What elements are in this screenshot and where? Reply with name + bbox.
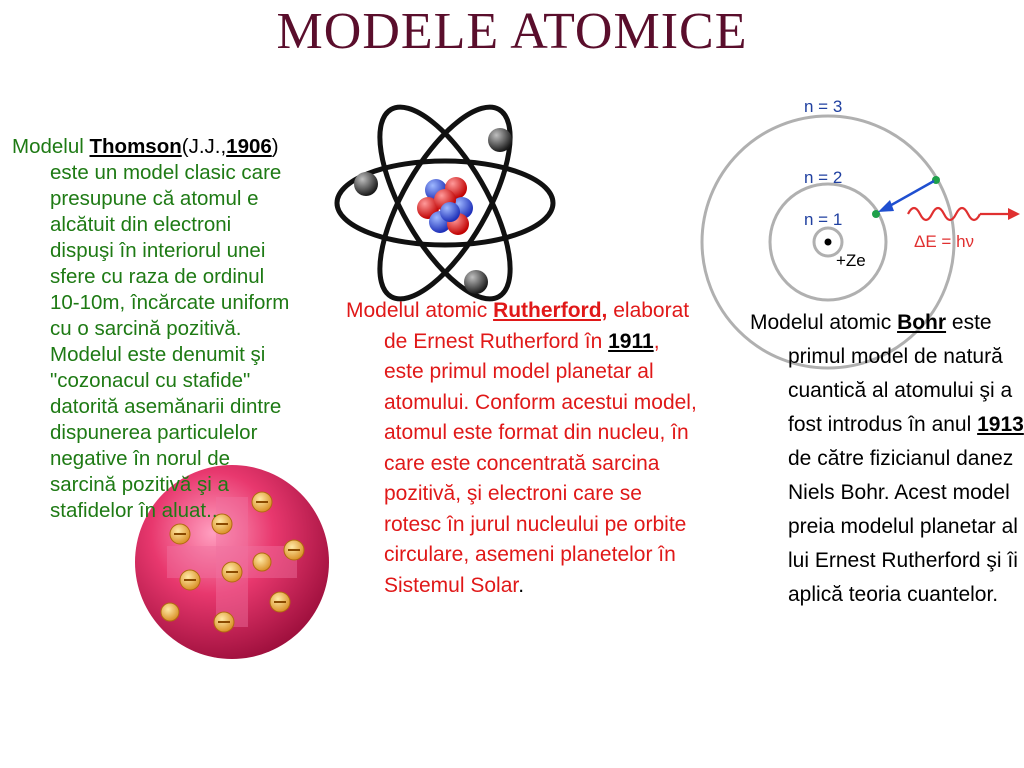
rutherford-end: . <box>518 573 525 597</box>
rutherford-year: 1911 <box>608 329 654 353</box>
rutherford-description <box>346 296 704 601</box>
rutherford-name: Rutherford, <box>493 299 608 322</box>
rutherford-atom-image <box>330 78 560 308</box>
n2-label: n = 2 <box>804 168 843 187</box>
thomson-prefix: Modelul <box>12 135 90 158</box>
n1-label: n = 1 <box>804 210 843 229</box>
bohr-prefix: Modelul atomic <box>750 311 898 334</box>
energy-label: ΔE = hν <box>914 232 975 251</box>
bohr-name: Bohr <box>897 311 947 334</box>
bohr-year: 1913 <box>977 413 1024 436</box>
thomson-body: este un model clasic care presupune că atomul e alcătuit din electroni dispuşi în interiorul unei sfere cu raza de ordinul 10-10m, încărcate uniform cu o sarcină pozitivă. Modelul este denumit şi "cozonacul cu stafide" datorită asemănarii dintre dispunerea particulelor negative în norul de sarcină pozitivă şi a stafidelor în aluat.. <box>50 161 290 522</box>
thomson-name: Thomson <box>89 135 182 158</box>
thomson-author: (J.J., <box>181 135 227 158</box>
bohr-body-1: este primul model de natură cuantică al atomului şi a fost introdus în anul <box>788 311 1013 436</box>
thomson-description <box>12 134 296 524</box>
bohr-description <box>750 306 1024 612</box>
slide-title: MODELE ATOMICE <box>276 3 748 60</box>
rutherford-body-1: elaborat de Ernest Rutherford în <box>384 299 690 353</box>
nucleus-charge-label: +Ze <box>836 251 866 270</box>
bohr-diagram <box>690 90 1020 320</box>
rutherford-body-2: , este primul model planetar al atomului. Conform acestui model, atomul este format din nucleu, în care este concentrată sarcina pozitivă, şi electroni care se rotesc în jurul nucleului pe orbite circulare, asemeni planetelor în Sistemul Solar <box>384 329 697 597</box>
bohr-body-2: de către fizicianul danez Niels Bohr. Acest model preia modelul planetar al lui Ernest Rutherford şi îi aplică teoria cuantelor. <box>788 447 1018 606</box>
rutherford-prefix: Modelul atomic <box>346 299 494 322</box>
thomson-year: 1906 <box>226 135 272 158</box>
n3-label: n = 3 <box>804 97 843 116</box>
thomson-close: ) <box>271 135 279 158</box>
